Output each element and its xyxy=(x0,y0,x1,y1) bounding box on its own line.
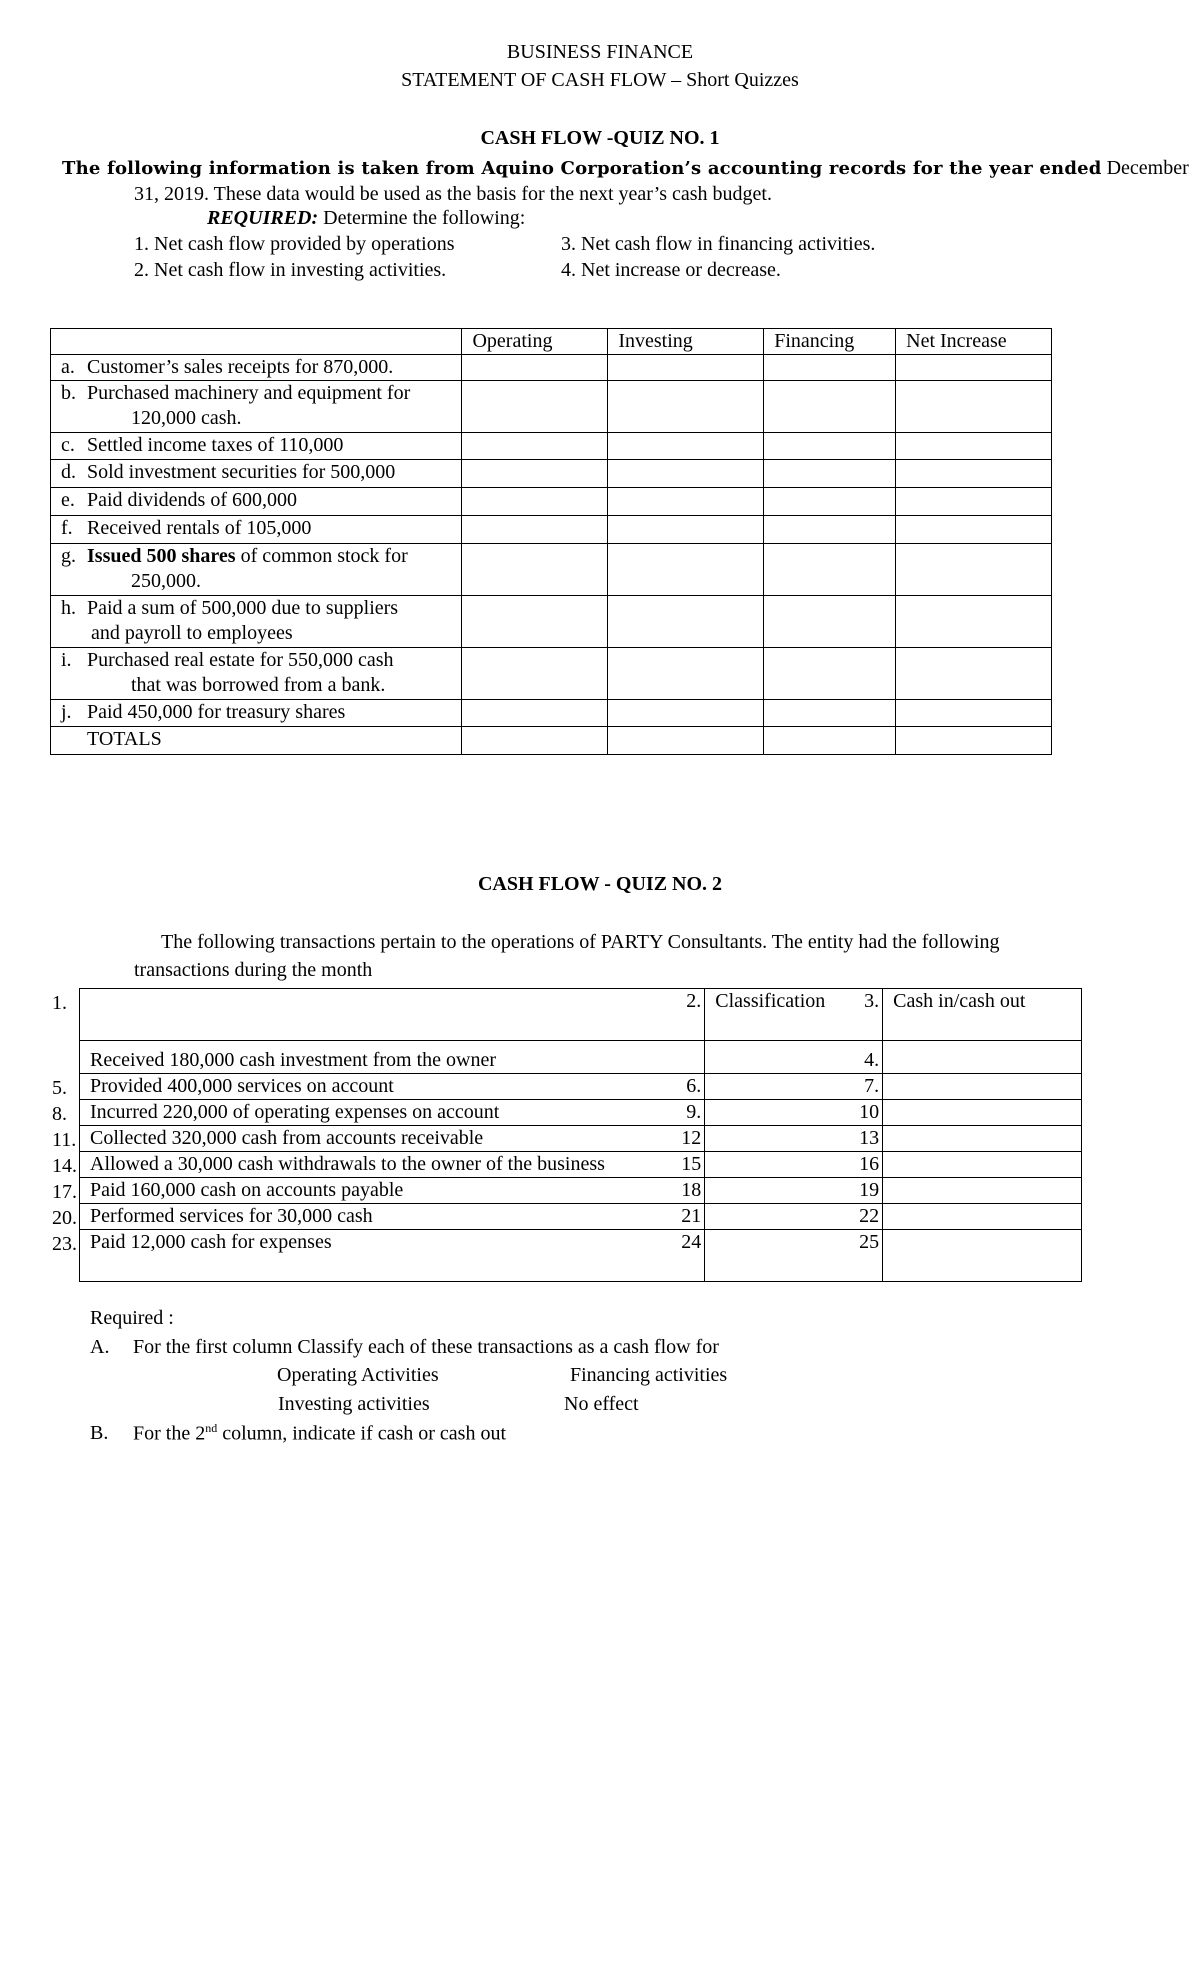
quiz2-header-row xyxy=(80,989,1082,1041)
transaction-desc: Received 180,000 cash investment from the owner xyxy=(80,1041,705,1074)
answer-cell[interactable] xyxy=(608,700,764,727)
totals-label: TOTALS xyxy=(51,727,462,755)
answer-cell[interactable] xyxy=(896,700,1052,727)
answer-cell[interactable] xyxy=(764,596,896,648)
table-row xyxy=(80,1230,1082,1282)
cash-in-out-cell[interactable] xyxy=(883,1152,1082,1178)
answer-cell[interactable] xyxy=(896,381,1052,433)
answer-cell[interactable] xyxy=(608,488,764,516)
transaction-desc: Incurred 220,000 of operating expenses on account 9. xyxy=(80,1100,705,1126)
classification-cell[interactable]: 19 xyxy=(705,1178,883,1204)
row-number: 14. xyxy=(52,1155,77,1177)
table-row xyxy=(51,700,1052,727)
table-row xyxy=(51,488,1052,516)
option-investing: Investing activities xyxy=(278,1393,430,1415)
option-financing: Financing activities xyxy=(570,1364,728,1386)
row-number: 11. xyxy=(52,1129,77,1151)
cash-in-out-cell[interactable] xyxy=(883,1126,1082,1152)
table-row xyxy=(51,516,1052,544)
answer-cell[interactable] xyxy=(896,355,1052,381)
answer-cell[interactable] xyxy=(608,433,764,460)
requirement-4: 4. Net increase or decrease. xyxy=(561,259,781,281)
table-row xyxy=(80,1152,1082,1178)
answer-cell[interactable] xyxy=(608,596,764,648)
transaction-desc: Paid 160,000 cash on accounts payable 18 xyxy=(80,1178,705,1204)
quiz1-required xyxy=(207,206,525,230)
cash-in-out-cell[interactable] xyxy=(883,1100,1082,1126)
row-desc: g. Issued 500 shares of common stock for 250,000. xyxy=(51,544,462,596)
answer-cell[interactable] xyxy=(462,648,608,700)
answer-cell[interactable] xyxy=(896,460,1052,488)
answer-cell[interactable] xyxy=(764,355,896,381)
table-row xyxy=(51,648,1052,700)
answer-cell[interactable] xyxy=(462,355,608,381)
instruction-a-text: For the first column Classify each of these transactions as a cash flow for xyxy=(133,1336,719,1358)
answer-cell[interactable] xyxy=(764,488,896,516)
row-number: 1. xyxy=(52,992,67,1014)
answer-cell[interactable] xyxy=(608,516,764,544)
transaction-desc: Allowed a 30,000 cash withdrawals to the owner of the business 15 xyxy=(80,1152,705,1178)
table-row xyxy=(80,1074,1082,1100)
quiz1-intro-bold: The following information is taken from Aquino Corporation’s accounting records for the year ended xyxy=(62,158,1102,179)
transaction-desc: Collected 320,000 cash from accounts receivable 12 xyxy=(80,1126,705,1152)
quiz1-intro-tail: December xyxy=(1101,157,1189,179)
answer-cell[interactable] xyxy=(608,648,764,700)
answer-cell[interactable] xyxy=(764,460,896,488)
answer-cell[interactable] xyxy=(764,516,896,544)
answer-cell[interactable] xyxy=(462,433,608,460)
quiz1-table xyxy=(50,328,1052,755)
answer-cell[interactable] xyxy=(896,648,1052,700)
classification-cell[interactable]: 13 xyxy=(705,1126,883,1152)
transaction-desc: Provided 400,000 services on account 6. xyxy=(80,1074,705,1100)
totals-row xyxy=(51,727,1052,755)
answer-cell[interactable] xyxy=(608,460,764,488)
quiz1-intro-line2: 31, 2019. These data would be used as the basis for the next year’s cash budget. xyxy=(134,183,772,205)
row-number: 8. xyxy=(52,1103,67,1125)
answer-cell[interactable] xyxy=(896,433,1052,460)
answer-cell[interactable] xyxy=(764,648,896,700)
row-desc: f. Received rentals of 105,000 xyxy=(51,516,462,544)
col-header-investing: Investing xyxy=(608,329,764,355)
col-header-classification: Classification 3. xyxy=(705,989,883,1041)
cash-in-out-cell[interactable] xyxy=(883,1178,1082,1204)
table-row xyxy=(51,544,1052,596)
quiz1-title: CASH FLOW -QUIZ NO. 1 xyxy=(480,127,720,149)
blank-header-cell xyxy=(51,329,462,355)
row-number: 5. xyxy=(52,1077,67,1099)
transaction-desc: Paid 12,000 cash for expenses 24 xyxy=(80,1230,705,1282)
row-desc: e. Paid dividends of 600,000 xyxy=(51,488,462,516)
col-header-operating: Operating xyxy=(462,329,608,355)
answer-cell[interactable] xyxy=(896,596,1052,648)
classification-cell[interactable]: 4. xyxy=(705,1041,883,1074)
answer-cell[interactable] xyxy=(896,488,1052,516)
table-row xyxy=(51,355,1052,381)
quiz2-table xyxy=(79,988,1082,1282)
answer-cell[interactable] xyxy=(608,355,764,381)
cash-in-out-cell[interactable] xyxy=(883,1041,1082,1074)
required-label: REQUIRED: xyxy=(207,207,319,229)
quiz2-intro-line2: transactions during the month xyxy=(134,959,373,981)
classification-cell[interactable]: 7. xyxy=(705,1074,883,1100)
table-row xyxy=(80,1204,1082,1230)
instruction-b-label: B. xyxy=(90,1422,109,1444)
answer-cell[interactable] xyxy=(462,544,608,596)
col-header-net-increase: Net Increase xyxy=(896,329,1052,355)
table-row xyxy=(80,1178,1082,1204)
option-no-effect: No effect xyxy=(564,1393,639,1415)
row-desc: i. Purchased real estate for 550,000 cash that was borrowed from a bank. xyxy=(51,648,462,700)
answer-cell[interactable] xyxy=(896,544,1052,596)
answer-cell[interactable] xyxy=(608,544,764,596)
header-num-cell: 2. xyxy=(80,989,705,1041)
cash-in-out-cell[interactable] xyxy=(883,1204,1082,1230)
transaction-desc: Performed services for 30,000 cash 21 xyxy=(80,1204,705,1230)
table-row xyxy=(80,1041,1082,1074)
row-desc: j. Paid 450,000 for treasury shares xyxy=(51,700,462,727)
doc-subject: BUSINESS FINANCE xyxy=(506,41,694,63)
quiz2-required-label: Required : xyxy=(90,1307,174,1329)
table-row xyxy=(80,1100,1082,1126)
classification-cell[interactable]: 16 xyxy=(705,1152,883,1178)
answer-cell[interactable] xyxy=(764,433,896,460)
table-row xyxy=(51,381,1052,433)
row-number: 17. xyxy=(52,1181,77,1203)
row-desc: c. Settled income taxes of 110,000 xyxy=(51,433,462,460)
total-cell[interactable] xyxy=(608,727,764,755)
row-desc: d. Sold investment securities for 500,000 xyxy=(51,460,462,488)
answer-cell[interactable] xyxy=(764,544,896,596)
classification-cell[interactable]: 22 xyxy=(705,1204,883,1230)
answer-cell[interactable] xyxy=(462,516,608,544)
table-row xyxy=(80,1126,1082,1152)
answer-cell[interactable] xyxy=(764,700,896,727)
quiz1-header-row xyxy=(51,329,1052,355)
doc-title: STATEMENT OF CASH FLOW – Short Quizzes xyxy=(401,69,799,91)
quiz2-title: CASH FLOW - QUIZ NO. 2 xyxy=(477,873,723,895)
table-row xyxy=(51,596,1052,648)
quiz2-intro-line1: The following transactions pertain to the operations of PARTY Consultants. The entity had the following xyxy=(161,931,1000,953)
answer-cell[interactable] xyxy=(462,460,608,488)
instruction-a-label: A. xyxy=(90,1336,110,1358)
total-cell[interactable] xyxy=(462,727,608,755)
classification-cell[interactable]: 10 xyxy=(705,1100,883,1126)
row-desc: h. Paid a sum of 500,000 due to suppliers and payroll to employees xyxy=(51,596,462,648)
answer-cell[interactable] xyxy=(462,488,608,516)
row-number: 23. xyxy=(52,1233,77,1255)
answer-cell[interactable] xyxy=(896,516,1052,544)
requirement-2: 2. Net cash flow in investing activities. xyxy=(134,259,447,281)
cash-in-out-cell[interactable] xyxy=(883,1230,1082,1282)
table-row xyxy=(51,433,1052,460)
quiz1-intro xyxy=(62,156,1189,180)
col-header-cash-in-out: Cash in/cash out xyxy=(883,989,1082,1041)
col-header-financing: Financing xyxy=(764,329,896,355)
answer-cell[interactable] xyxy=(764,381,896,433)
answer-cell[interactable] xyxy=(462,381,608,433)
cash-in-out-cell[interactable] xyxy=(883,1074,1082,1100)
classification-cell[interactable]: 25 xyxy=(705,1230,883,1282)
total-cell[interactable] xyxy=(896,727,1052,755)
requirement-1: 1. Net cash flow provided by operations xyxy=(134,233,455,255)
row-desc: a. Customer’s sales receipts for 870,000. xyxy=(51,355,462,381)
row-desc: b. Purchased machinery and equipment for 120,000 cash. xyxy=(51,381,462,433)
option-operating: Operating Activities xyxy=(277,1364,439,1386)
instruction-b-text: For the 2nd column, indicate if cash or cash out xyxy=(133,1421,507,1445)
answer-cell[interactable] xyxy=(462,596,608,648)
answer-cell[interactable] xyxy=(462,700,608,727)
answer-cell[interactable] xyxy=(608,381,764,433)
total-cell[interactable] xyxy=(764,727,896,755)
requirement-3: 3. Net cash flow in financing activities. xyxy=(561,233,876,255)
required-text: Determine the following: xyxy=(318,207,526,229)
table-row xyxy=(51,460,1052,488)
row-number: 20. xyxy=(52,1207,77,1229)
